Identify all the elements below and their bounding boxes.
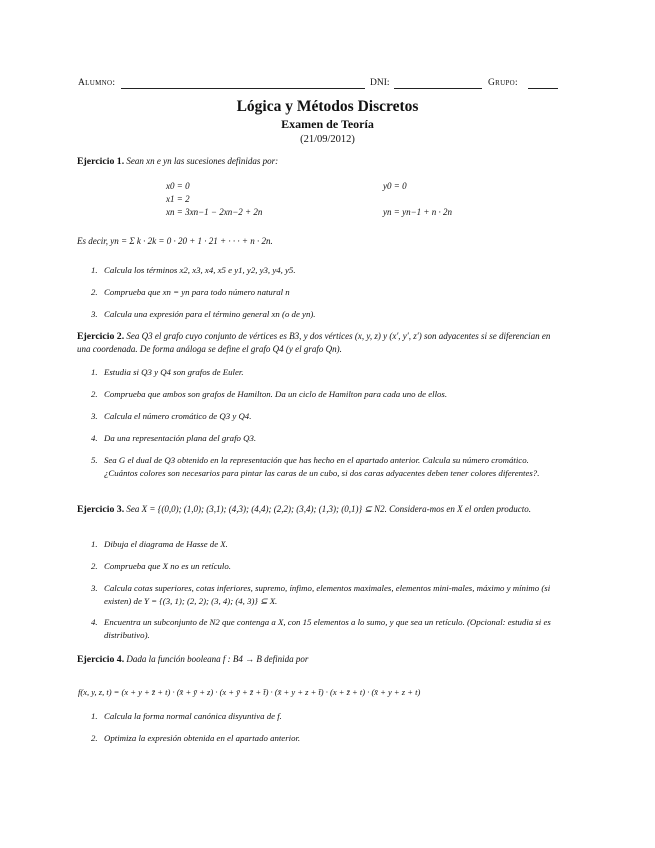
header-row bbox=[78, 78, 558, 92]
exam-subtitle: Examen de Teoría bbox=[281, 117, 374, 131]
ex1-eq-x1: x1 = 2 bbox=[166, 194, 190, 204]
ex1-es-decir: Es decir, yn = Σ k · 2k = 0 · 20 + 1 · 21 + · · · + n · 2n. bbox=[77, 236, 273, 246]
ex1-eq-y0: y0 = 0 bbox=[383, 181, 407, 191]
ex2-intro-text: Sea Q3 el grafo cuyo conjunto de vértices es B3, y dos vértices (x, y, z) y (x′, y′, z′) son adyacentes si se diferencian en una coordenada. De forma análoga se define el grafo Q4 (y el grafo Qn). bbox=[77, 331, 551, 354]
ex1-intro-text: Sean xn e yn las sucesiones definidas por: bbox=[126, 156, 279, 166]
ex2-label: Ejercicio 2. bbox=[77, 331, 125, 342]
ex3-label: Ejercicio 3. bbox=[77, 504, 125, 515]
ex4-formula: f(x, y, z, t) = (x + y + z̄ + t) · (x̄ + ȳ + z) · (x + ȳ + z̄ + t̄) · (x̄ + y + z + t̄) · (x + z̄ + t) · (x̄ + y + z + t) bbox=[78, 687, 421, 697]
ex4-intro-text: Dada la función booleana f : B4 → B definida por bbox=[126, 654, 309, 664]
exam-page: Alumno: DNI: Grupo: Lógica y Métodos Discretos Examen de Teoría (21/09/2012) Ejercicio 1. Sean xn e yn las sucesiones definidas por: x0 = 0 x1 = 2 xn = 3xn−1 − 2xn−2 + 2n y0 = 0 yn = yn−1 + n · 2n Es decir, yn = Σ k · 2k = 0 · 20 + 1 · 21 + · · · + n · 2n. 1. Calcula los términos x2, x3, x4, x5 e y1, y2, y3, y4, y5. 2. Comprueba que xn = yn para todo número natural n 3. Calcula una expresión para el término general xn (o de yn). Ejercicio 2. Sea Q3 el grafo cuyo conjunto de vértices es B3, y dos vértices (x, y, z) y (x′, y′, z′) son adyacentes si se diferencian en una coordenada. De forma análoga se define el grafo Q4 (y el grafo Qn). 1. Estudia si Q3 y Q4 son grafos de Euler. 2. Comprueba que ambos son grafos de Hamilton. Da un ciclo de Hamilton para cada uno de ellos. 3. Calcula el número cromático de Q3 y Q4. 4. Da una representación plana del grafo Q3. 5. Sea G el dual de Q3 obtenido en la representación que has hecho en el apartado anterior. Calcula su número cromático. ¿Cuántos colores son necesarios para pintar las caras de un cubo, si dos caras adyacentes deben tener colores diferentes?. Ejercicio 3. Sea X = {(0,0); (1,0); (3,1); (4,3); (4,4); (2,2); (3,4); (1,3); (0,1)} ⊆ N2. Considera-mos en X el orden producto. 1. Dibuja el diagrama de Hasse de X. 2. Comprueba que X no es un retículo. 3. Calcula cotas superiores, cotas inferiores, supremo, ínfimo, elementos maximales, elementos mini-males, máximo y mínimo (si existen) de Y = {(3, 1); (2, 2); (3, 4); (4, 3)} ⊆ X. 4. Encuentra un subconjunto de N2 que contenga a X, con 15 elementos a lo sumo, y que sea un retículo. (Opcional: estudia si es distributivo). Ejercicio 4. Dada la función booleana f : B4 → B definida por f(x, y, z, t) = (x + y + z̄ + t) · (x̄ + ȳ + z) · (x + ȳ + z̄ + t̄) · (x̄ + y + z + t̄) · (x + z̄ + t) · (x̄ + y + z + t) 1. Calcula la forma normal canónica disyuntiva de f. 2. Optimiza la expresión obtenida en el apartado anterior. bbox=[0, 0, 655, 848]
ex1-eq-x0: x0 = 0 bbox=[166, 181, 190, 191]
grupo-label: Grupo: bbox=[488, 78, 518, 88]
alumno-label: Alumno: bbox=[78, 78, 116, 88]
ex3-intro-text: Sea X = {(0,0); (1,0); (3,1); (4,3); (4,4); (2,2); (3,4); (1,3); (0,1)} ⊆ N2. Considera-mos en X el orden producto. bbox=[126, 504, 531, 514]
ex2-intro bbox=[77, 330, 562, 356]
alumno-line bbox=[121, 88, 365, 89]
exam-title: Lógica y Métodos Discretos bbox=[236, 98, 419, 115]
ex1-eq-xn: xn = 3xn−1 − 2xn−2 + 2n bbox=[166, 207, 263, 217]
ex1-intro bbox=[77, 155, 562, 168]
exam-date: (21/09/2012) bbox=[300, 134, 355, 145]
grupo-line bbox=[528, 88, 558, 89]
ex1-label: Ejercicio 1. bbox=[77, 156, 125, 167]
ex3-intro bbox=[77, 503, 562, 516]
dni-label: DNI: bbox=[370, 78, 390, 88]
ex4-intro bbox=[77, 653, 562, 666]
ex4-label: Ejercicio 4. bbox=[77, 654, 125, 665]
ex1-eq-yn: yn = yn−1 + n · 2n bbox=[383, 207, 452, 217]
dni-line bbox=[394, 88, 482, 89]
